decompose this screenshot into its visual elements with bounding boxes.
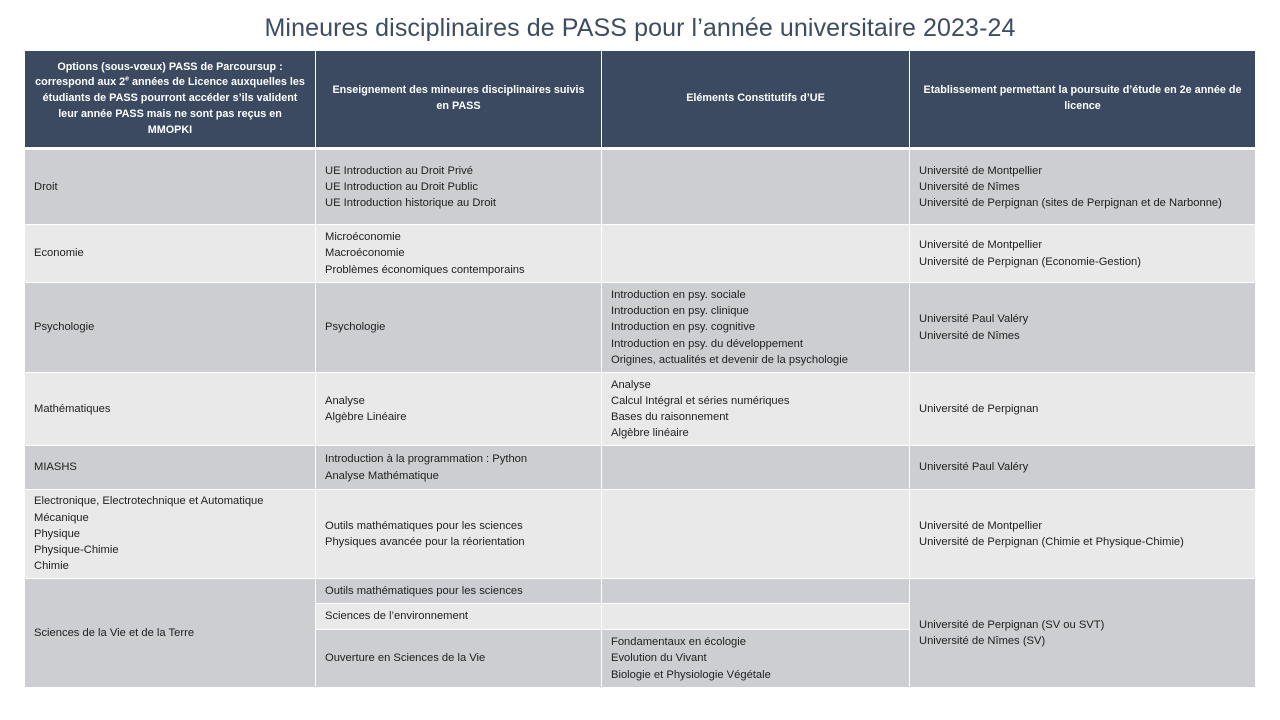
option-cell: Droit [25, 149, 316, 225]
table-row-svt [25, 579, 1256, 604]
etablissement-cell: Université Paul Valéry [910, 446, 1256, 490]
header-options: Options (sous-vœux) PASS de Parcoursup : correspond aux 2e années de Licence auxquelles les étudiants de PASS pourront accéder s’ils valident leur année PASS mais ne sont pas reçus en MMOPKI [25, 51, 316, 149]
etablissement-cell: Université de Montpellier Université de Perpignan (Chimie et Physique-Chimie) [910, 490, 1256, 579]
ecue-cell [602, 446, 910, 490]
option-cell: Mathématiques [25, 373, 316, 446]
option-cell: Electronique, Electrotechnique et Automatique Mécanique Physique Physique-Chimie Chimie [25, 490, 316, 579]
ecue-cell: Fondamentaux en écologie Evolution du Vivant Biologie et Physiologie Végétale [602, 630, 910, 688]
minors-table [24, 50, 1256, 688]
page-title: Mineures disciplinaires de PASS pour l’année universitaire 2023-24 [264, 14, 1016, 42]
enseignement-cell: Ouverture en Sciences de la Vie [316, 630, 602, 688]
ecue-cell [602, 490, 910, 579]
ecue-cell [602, 579, 910, 604]
etablissement-cell: Université de Perpignan [910, 373, 1256, 446]
enseignement-cell: Outils mathématiques pour les sciences Physiques avancée pour la réorientation [316, 490, 602, 579]
enseignement-cell: Sciences de l’environnement [316, 604, 602, 630]
enseignement-cell: Analyse Algèbre Linéaire [316, 373, 602, 446]
ecue-cell [602, 604, 910, 630]
option-cell: Economie [25, 225, 316, 283]
enseignement-cell: Introduction à la programmation : Python Analyse Mathématique [316, 446, 602, 490]
etablissement-cell: Université Paul Valéry Université de Nîmes [910, 283, 1256, 373]
table-row-economie [25, 225, 1256, 283]
table-row-droit [25, 149, 1256, 225]
enseignement-cell: Psychologie [316, 283, 602, 373]
table-row-psychologie [25, 283, 1256, 373]
table-row-physique [25, 490, 1256, 579]
enseignement-cell: Outils mathématiques pour les sciences [316, 579, 602, 604]
table-header-row [25, 51, 1256, 149]
table-row-miashs [25, 446, 1256, 490]
option-cell: Psychologie [25, 283, 316, 373]
option-cell: MIASHS [25, 446, 316, 490]
header-enseignement: Enseignement des mineures disciplinaires suivis en PASS [316, 51, 602, 149]
ecue-cell: Introduction en psy. sociale Introduction en psy. clinique Introduction en psy. cognitive Introduction en psy. du développement Origines, actualités et devenir de la psychologie [602, 283, 910, 373]
etablissement-cell: Université de Montpellier Université de Nîmes Université de Perpignan (sites de Perpignan et de Narbonne) [910, 149, 1256, 225]
enseignement-cell: UE Introduction au Droit Privé UE Introduction au Droit Public UE Introduction historique au Droit [316, 149, 602, 225]
header-etablissement: Etablissement permettant la poursuite d’étude en 2e année de licence [910, 51, 1256, 149]
header-ecue: Eléments Constitutifs d’UE [602, 51, 910, 149]
table-row-mathematiques [25, 373, 1256, 446]
ecue-cell [602, 149, 910, 225]
ecue-cell: Analyse Calcul Intégral et séries numériques Bases du raisonnement Algèbre linéaire [602, 373, 910, 446]
option-cell: Sciences de la Vie et de la Terre [25, 579, 316, 688]
etablissement-cell: Université de Perpignan (SV ou SVT) Université de Nîmes (SV) [910, 579, 1256, 688]
enseignement-cell: Microéconomie Macroéconomie Problèmes économiques contemporains [316, 225, 602, 283]
etablissement-cell: Université de Montpellier Université de Perpignan (Economie-Gestion) [910, 225, 1256, 283]
ecue-cell [602, 225, 910, 283]
